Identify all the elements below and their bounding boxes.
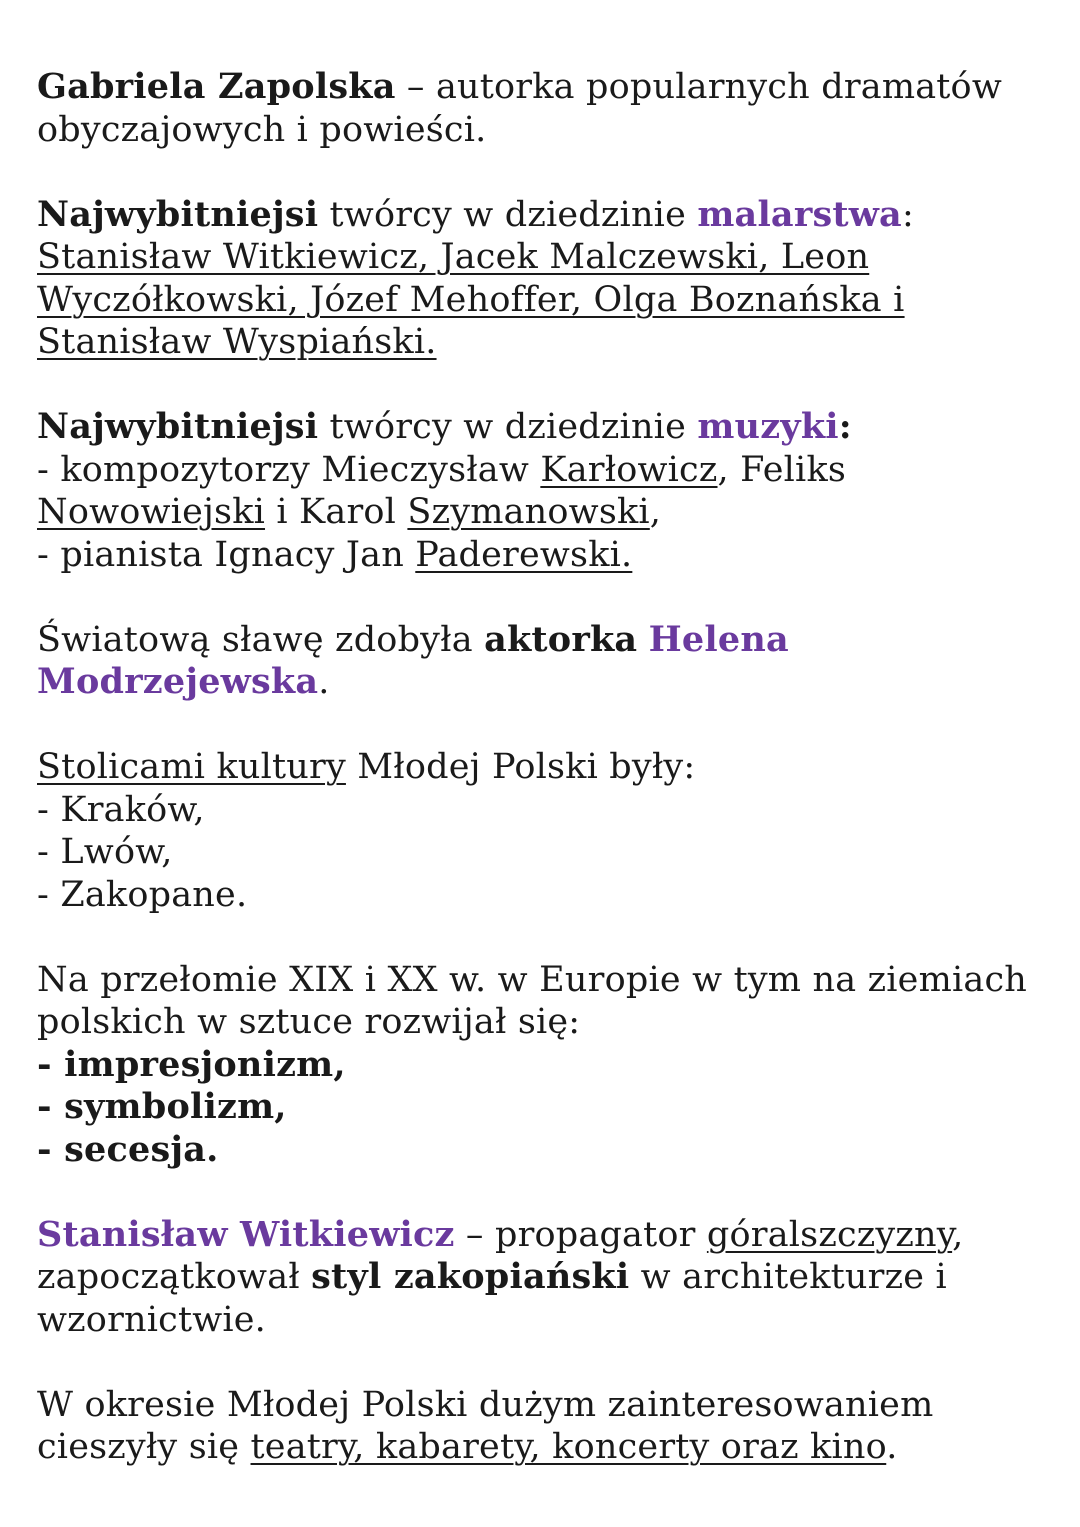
- list-item: - Zakopane.: [37, 874, 248, 915]
- painters-list: Wyczółkowski, Józef Mehoffer, Olga Boznańska i: [37, 279, 905, 320]
- underlined-term: teatry, kabarety, koncerty oraz kino: [250, 1427, 887, 1467]
- text-line: [37, 491, 1057, 534]
- text-span: twórcy w dziedzinie: [318, 407, 698, 447]
- text-line: [37, 1426, 1057, 1469]
- text-line: [37, 661, 1057, 704]
- text-span: .: [886, 1427, 898, 1467]
- pianist-name: Paderewski.: [415, 534, 633, 575]
- paragraph-witkiewicz: [37, 1214, 1057, 1342]
- actress-name: Modrzejewska: [37, 661, 319, 702]
- text-line: [37, 746, 1057, 789]
- name-zapolska: Gabriela Zapolska: [37, 66, 396, 107]
- text-span: zapoczątkował: [37, 1257, 312, 1297]
- bold-term: aktorka: [484, 618, 638, 660]
- text-line: wzornictwie.: [37, 1299, 266, 1340]
- text-span: - pianista Ignacy Jan: [37, 534, 416, 575]
- bold-term: Najwybitniejsi: [37, 193, 319, 235]
- paragraph-capitals: [37, 746, 1057, 916]
- text-span: :: [838, 406, 852, 447]
- list-item: - Lwów,: [37, 832, 173, 872]
- text-span: ,: [952, 1214, 964, 1255]
- paragraph-zapolska: [37, 66, 1057, 151]
- painters-list: Stanisław Witkiewicz, Jacek Malczewski, Leon: [37, 237, 870, 277]
- text-line: [37, 1256, 1057, 1299]
- text-span: , Feliks: [717, 449, 847, 490]
- actress-name: Helena: [648, 618, 789, 660]
- text-span: :: [901, 194, 914, 235]
- composer-name: Szymanowski: [407, 492, 650, 532]
- text-span: – propagator: [454, 1214, 707, 1255]
- text-line: [37, 619, 1057, 662]
- text-span: .: [318, 662, 330, 702]
- text-span: w architekturze i: [629, 1257, 947, 1297]
- list-item: - Kraków,: [37, 789, 205, 830]
- field-music: muzyki: [697, 406, 839, 447]
- paragraph-entertainment: [37, 1384, 1057, 1469]
- text-line: [37, 1214, 1057, 1257]
- list-item: - symbolizm,: [37, 1086, 287, 1127]
- text-line: obyczajowych i powieści.: [37, 109, 487, 150]
- text-span: Młodej Polski były:: [345, 747, 696, 787]
- paragraph-actress: [37, 619, 1057, 704]
- text-line: [37, 534, 1057, 577]
- underlined-term: góralszczyzny: [706, 1214, 953, 1255]
- text-span: Światową sławę zdobyła: [37, 619, 485, 660]
- document-page: [37, 66, 1057, 1511]
- list-item: - impresjonizm,: [37, 1043, 346, 1085]
- text-line: [37, 406, 1057, 449]
- bold-term: Najwybitniejsi: [37, 406, 319, 447]
- text-line: [37, 321, 1057, 364]
- text-span: i Karol: [265, 492, 408, 532]
- text-span: ,: [649, 492, 662, 532]
- text-span: [637, 620, 648, 660]
- text-line: [37, 449, 1057, 492]
- text-span: twórcy w dziedzinie: [318, 194, 698, 235]
- text-line: Na przełomie XIX i XX w. w Europie w tym na ziemiach: [37, 959, 1027, 1000]
- paragraph-music: [37, 406, 1057, 576]
- text-span: - kompozytorzy Mieczysław: [37, 449, 541, 490]
- painters-list: Stanisław Wyspiański.: [37, 322, 437, 362]
- name-witkiewicz: Stanisław Witkiewicz: [37, 1213, 455, 1255]
- text-line: W okresie Młodej Polski dużym zainteresowaniem: [37, 1384, 934, 1425]
- underlined-term: Stolicami kultury: [37, 747, 346, 787]
- text-line: [37, 194, 1057, 237]
- paragraph-movements: [37, 959, 1057, 1172]
- text-line: [37, 236, 1057, 279]
- paragraph-painting: [37, 194, 1057, 364]
- field-painting: malarstwa: [697, 193, 902, 235]
- text-line: [37, 66, 1057, 109]
- text-line: polskich w sztuce rozwijał się:: [37, 1002, 581, 1042]
- composer-name: Nowowiejski: [37, 492, 266, 532]
- list-item: - secesja.: [37, 1128, 219, 1170]
- composer-name: Karłowicz: [540, 449, 718, 490]
- text-line: [37, 279, 1057, 322]
- bold-term: styl zakopiański: [311, 1256, 630, 1297]
- text-span: cieszyły się: [37, 1427, 251, 1467]
- text-span: – autorka popularnych dramatów: [395, 67, 1002, 107]
